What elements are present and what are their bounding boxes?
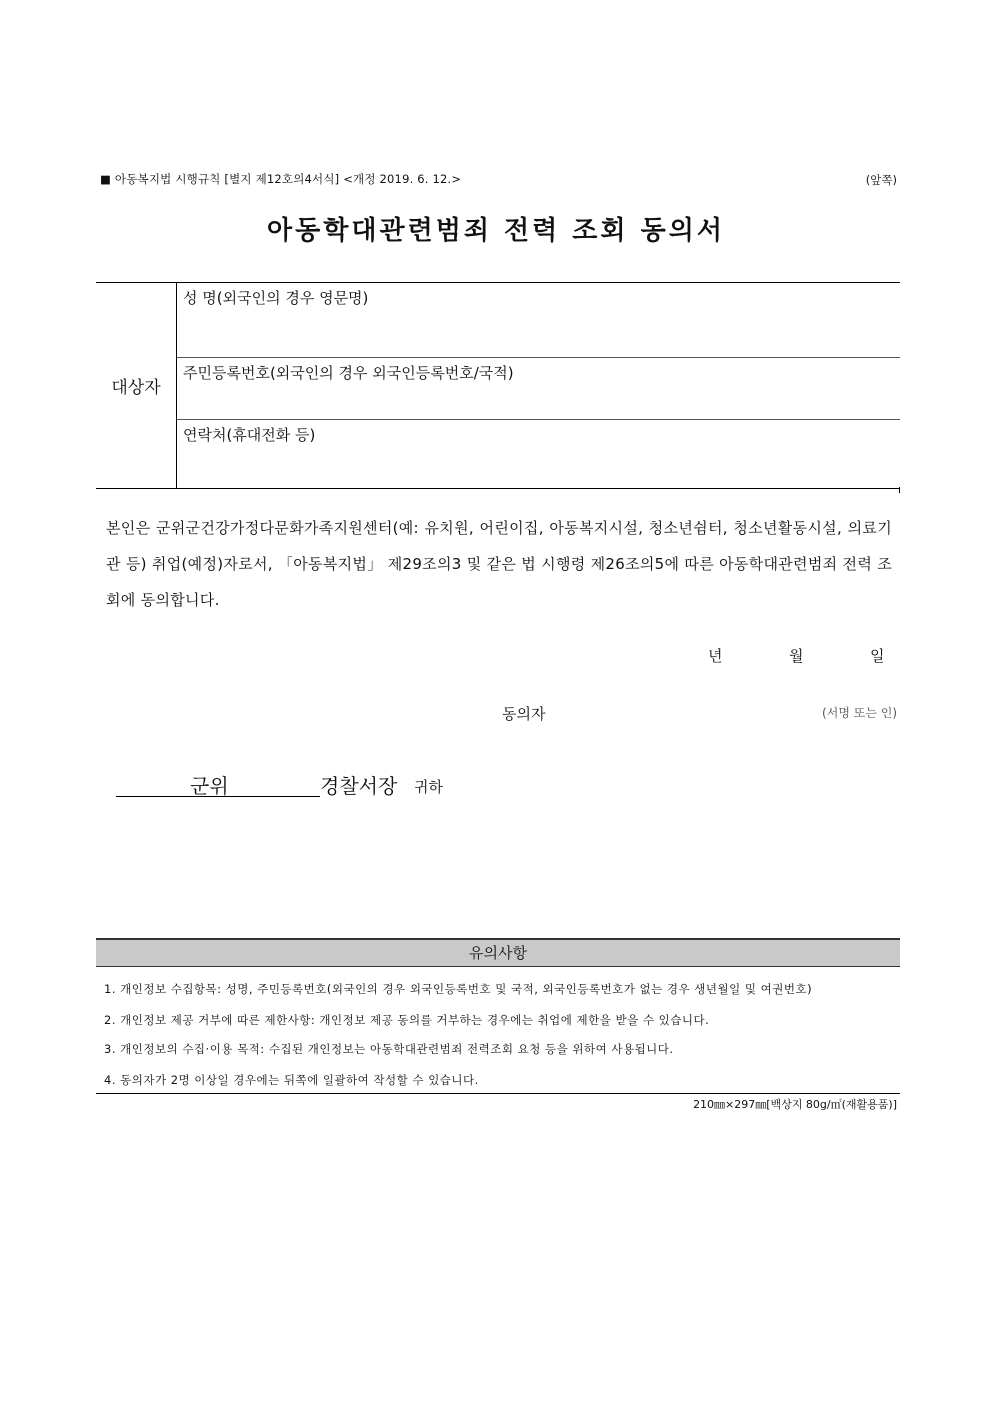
contact-field-label: 연락처(휴대전화 등) (183, 426, 316, 444)
page-side-label: (앞쪽) (865, 173, 897, 187)
recipient-honorific: 귀하 (414, 778, 443, 796)
note-item: 3. 개인정보의 수집·이용 목적: 수집된 개인정보는 아동학대관련범죄 전력조회 요청 등을 위하여 사용됩니다. (104, 1042, 674, 1056)
date-day: 일 (870, 647, 885, 665)
date-month: 월 (789, 647, 804, 665)
consenter-label: 동의자 (502, 705, 546, 723)
note-item: 2. 개인정보 제공 거부에 따른 제한사항: 개인정보 제공 동의를 거부하는 경우에는 취업에 제한을 받을 수 있습니다. (104, 1013, 710, 1027)
paper-spec: 210㎜×297㎜[백상지 80g/㎡(재활용품)] (693, 1098, 897, 1111)
notes-heading: 유의사항 (96, 938, 900, 967)
subject-table (96, 282, 900, 489)
name-field-label: 성 명(외국인의 경우 영문명) (183, 289, 369, 307)
subject-label (96, 283, 177, 488)
table-corner-tick (899, 487, 900, 493)
name-field[interactable] (177, 283, 900, 358)
footer-divider (96, 1093, 900, 1094)
recipient-title: 경찰서장 (320, 774, 398, 798)
subject-label-text: 대상자 (111, 378, 161, 398)
document-title: 아동학대관련범죄 전력 조회 동의서 (267, 216, 725, 246)
note-item: 1. 개인정보 수집항목: 성명, 주민등록번호(외국인의 경우 외국인등록번호 및 국적, 외국인등록번호가 없는 경우 생년월일 및 여권번호) (104, 982, 813, 996)
form-reference: ■ 아동복지법 시행규칙 [별지 제12호의4서식] <개정 2019. 6. 12.> (100, 172, 462, 186)
id-number-field[interactable] (177, 358, 900, 420)
date-year: 년 (708, 647, 723, 665)
contact-field[interactable] (177, 420, 900, 488)
signature-field[interactable]: (서명 또는 인) (822, 706, 897, 720)
consent-statement: 본인은 군위군건강가정다문화가족지원센터(예: 유치원, 어린이집, 아동복지시설, 청소년쉼터, 청소년활동시설, 의료기관 등) 취업(예정)자로서, 「아동복지법」 제29조의3 및 같은 법 시행령 제26조의5에 따른 아동학대관련범죄 전력 조회에 동의합니다. (106, 519, 892, 609)
note-item: 4. 동의자가 2명 이상일 경우에는 뒤쪽에 일괄하여 작성할 수 있습니다. (104, 1073, 479, 1087)
id-number-field-label: 주민등록번호(외국인의 경우 외국인등록번호/국적) (183, 364, 514, 382)
recipient-name: 군위 (190, 774, 229, 798)
